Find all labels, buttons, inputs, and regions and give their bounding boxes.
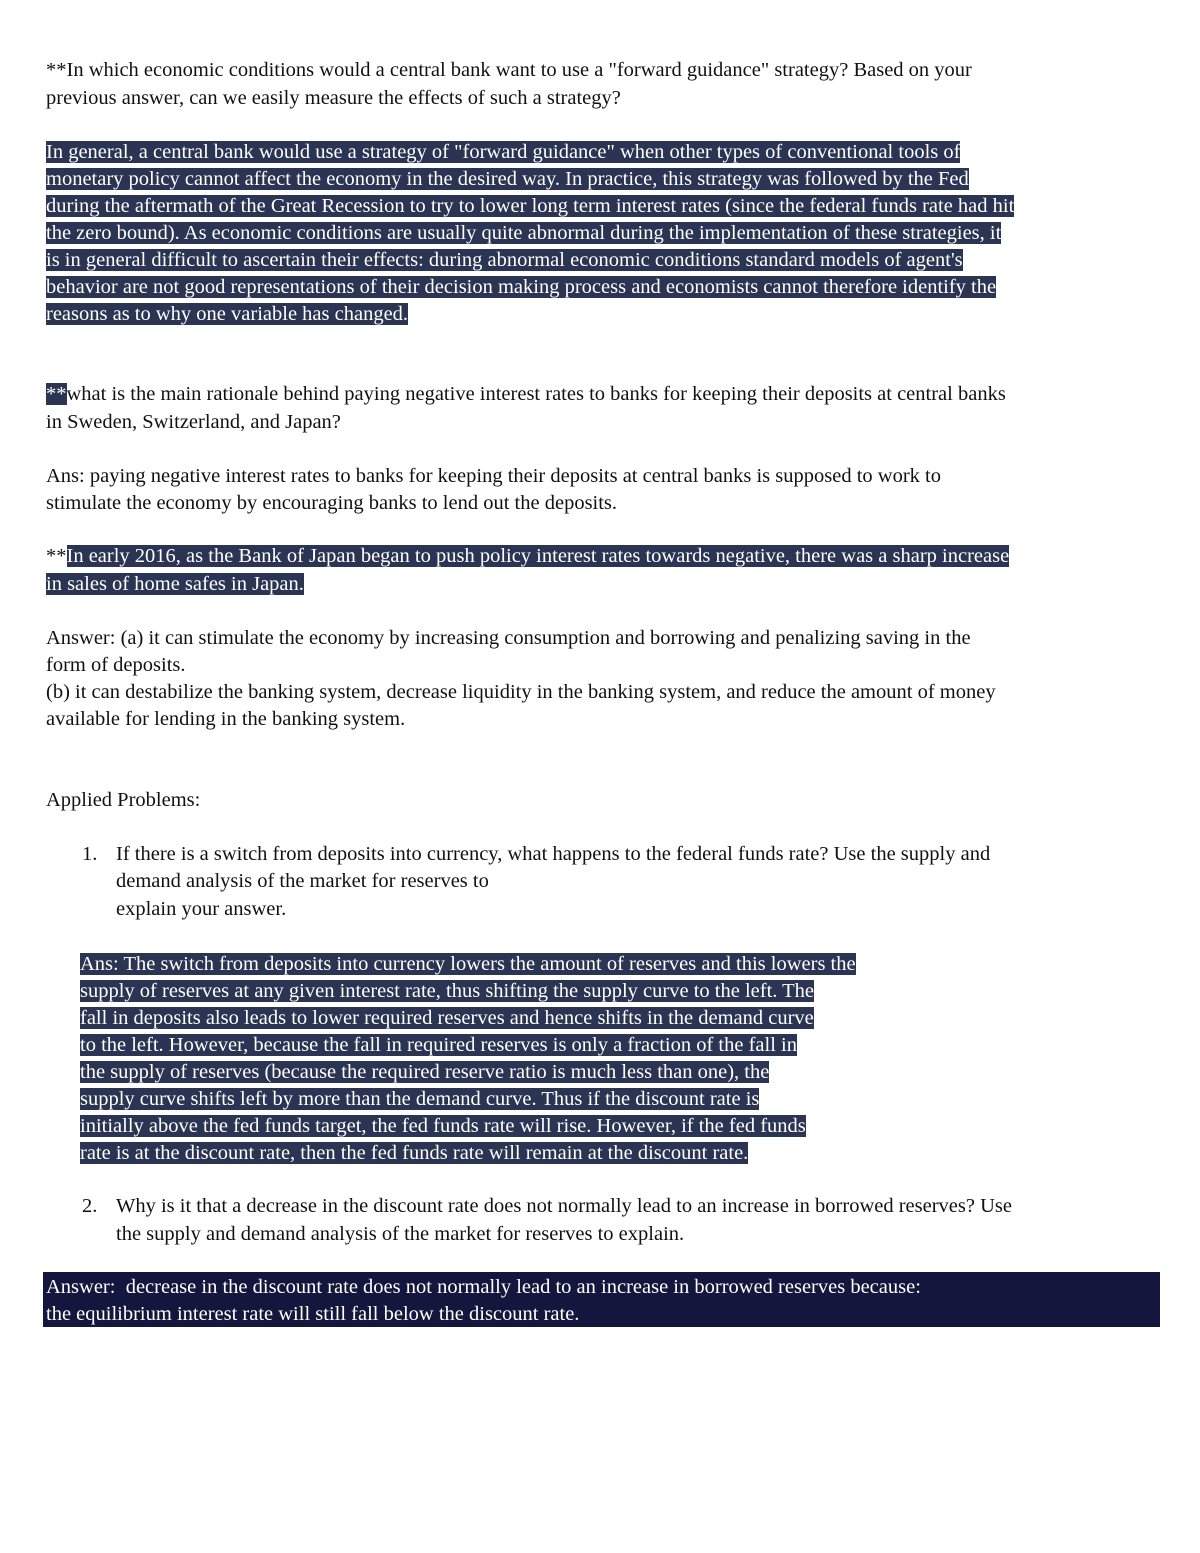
- answer-negative-rates-line: Ans: paying negative interest rates to banks for keeping their deposits at central banks is supposed to work to: [46, 465, 941, 487]
- answer-home-safes-line: Answer: (a) it can stimulate the economy by increasing consumption and borrowing and penalizing saving in the: [46, 627, 971, 649]
- answer-negative-rates-line: stimulate the economy by encouraging banks to lend out the deposits.: [46, 492, 618, 514]
- question-forward-guidance-line: **In which economic conditions would a central bank want to use a "forward guidance" strategy? Based on your: [46, 59, 972, 81]
- problem-2-answer-line: Answer: decrease in the discount rate does not normally lead to an increase in borrowed reserves because:: [46, 1276, 921, 1298]
- problem-2-answer-box: [43, 1272, 1160, 1327]
- answer-forward-guidance-line: is in general difficult to ascertain their effects: during abnormal economic conditions standard models of agent's: [46, 249, 963, 271]
- answer-forward-guidance-line: reasons as to why one variable has changed.: [46, 303, 409, 325]
- question-home-safes-line: in sales of home safes in Japan.: [46, 573, 304, 595]
- question-negative-rates-line: in Sweden, Switzerland, and Japan?: [46, 411, 341, 433]
- problem-1-answer-line: supply curve shifts left by more than the demand curve. Thus if the discount rate is: [80, 1088, 760, 1110]
- problem-1-answer-line: initially above the fed funds target, the fed funds rate will rise. However, if the fed funds: [80, 1115, 806, 1137]
- problem-1-answer-line: Ans: The switch from deposits into currency lowers the amount of reserves and this lowers the: [80, 953, 856, 975]
- problem-1-answer-line: the supply of reserves (because the required reserve ratio is much less than one), the: [80, 1061, 770, 1083]
- answer-forward-guidance-line: the zero bound). As economic conditions are usually quite abnormal during the implementation of these strategies, it: [46, 222, 1002, 244]
- problem-number: 2.: [82, 1195, 98, 1217]
- problem-1-line: If there is a switch from deposits into currency, what happens to the federal funds rate? Use the supply and: [116, 843, 991, 865]
- answer-forward-guidance-line: during the aftermath of the Great Recession to try to lower long term interest rates (since the federal funds rate had hit: [46, 195, 1015, 217]
- question-negative-rates-line: **what is the main rationale behind paying negative interest rates to banks for keeping their deposits at central banks: [46, 383, 1006, 405]
- problem-1-line: demand analysis of the market for reserves to: [116, 870, 489, 892]
- problem-2-line: the supply and demand analysis of the market for reserves to explain.: [116, 1223, 685, 1245]
- answer-forward-guidance-line: behavior are not good representations of their decision making process and economists cannot therefore identify the: [46, 276, 997, 298]
- problem-number: 1.: [82, 843, 98, 865]
- answer-forward-guidance-line: monetary policy cannot affect the economy in the desired way. In practice, this strategy was followed by the Fed: [46, 168, 969, 190]
- question-home-safes-line: **In early 2016, as the Bank of Japan began to push policy interest rates towards negative, there was a sharp increase: [46, 545, 1010, 567]
- problem-1-answer-line: rate is at the discount rate, then the fed funds rate will remain at the discount rate.: [80, 1142, 749, 1164]
- problem-1-line: explain your answer.: [116, 898, 287, 920]
- problem-1-answer-line: supply of reserves at any given interest rate, thus shifting the supply curve to the left. The: [80, 980, 815, 1002]
- answer-home-safes-line: (b) it can destabilize the banking system, decrease liquidity in the banking system, and reduce the amount of money: [46, 681, 996, 703]
- answer-home-safes-line: form of deposits.: [46, 654, 186, 676]
- question-forward-guidance-line: previous answer, can we easily measure the effects of such a strategy?: [46, 87, 621, 109]
- answer-home-safes-line: available for lending in the banking system.: [46, 708, 406, 730]
- section-heading: Applied Problems:: [46, 789, 201, 811]
- problem-2-answer-line: the equilibrium interest rate will still fall below the discount rate.: [46, 1303, 580, 1325]
- problem-2-line: Why is it that a decrease in the discount rate does not normally lead to an increase in borrowed reserves? Use: [116, 1195, 1012, 1217]
- problem-1-answer-line: fall in deposits also leads to lower required reserves and hence shifts in the demand curve: [80, 1007, 814, 1029]
- answer-forward-guidance-line: In general, a central bank would use a strategy of "forward guidance" when other types of conventional tools of: [46, 141, 961, 163]
- problem-1-answer-line: to the left. However, because the fall in required reserves is only a fraction of the fall in: [80, 1034, 797, 1056]
